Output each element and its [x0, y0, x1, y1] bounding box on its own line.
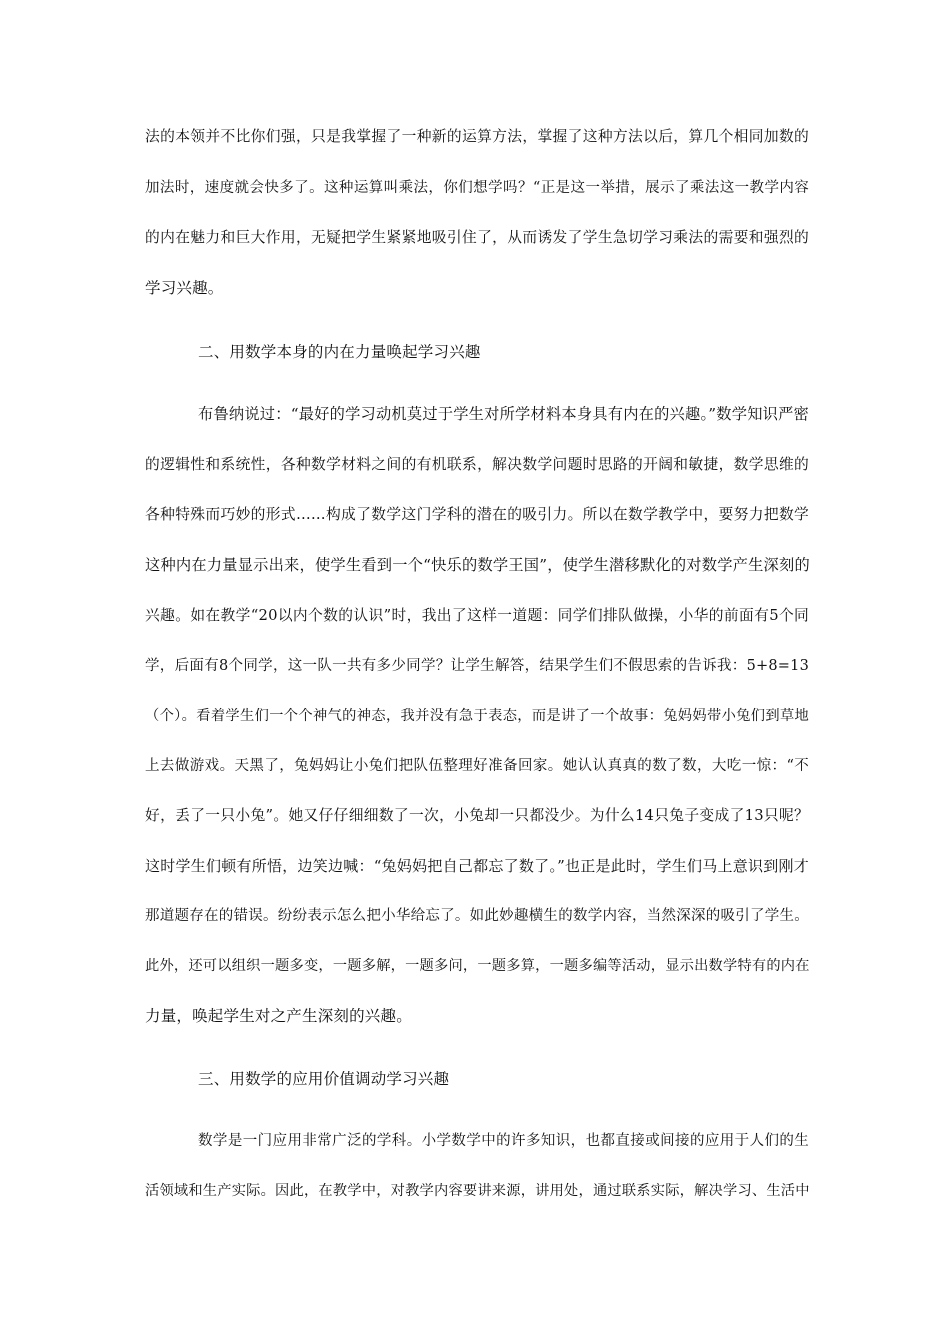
- paragraph-2-line-8: 上去做游戏。天黑了，兔妈妈让小兔们把队伍整理好准备回家。她认认真真的数了数，大吃一惊：“不: [145, 758, 809, 774]
- paragraph-1-line-3: 的内在魅力和巨大作用，无疑把学生紧紧地吸引住了，从而诱发了学生急切学习乘法的需要和强烈的: [145, 229, 809, 246]
- paragraph-2-line-4: 这种内在力量显示出来，使学生看到一个“快乐的数学王国”，使学生潜移默化的对数学产生深刻的: [145, 556, 810, 574]
- paragraph-2-line-2: 的逻辑性和系统性，各种数学材料之间的有机联系，解决数学问题时思路的开阔和敏捷，数学思维的: [145, 456, 809, 473]
- paragraph-1-line-1: 法的本领并不比你们强，只是我掌握了一种新的运算方法，掌握了这种方法以后，算几个相同加数的: [145, 128, 809, 145]
- paragraph-2-line-11: 那道题存在的错误。纷纷表示怎么把小华给忘了。如此妙趣横生的数学内容，当然深深的吸引了学生。: [145, 908, 809, 924]
- paragraph-2-line-3: 各种特殊而巧妙的形式……构成了数学这门学科的潜在的吸引力。所以在数学教学中，要努力把数学: [145, 506, 809, 523]
- paragraph-2-line-1: 布鲁纳说过：“最好的学习动机莫过于学生对所学材料本身具有内在的兴趣。”数学知识严密: [198, 405, 809, 423]
- paragraph-3-line-1: 数学是一门应用非常广泛的学科。小学数学中的许多知识，也都直接或间接的应用于人们的生: [198, 1133, 809, 1149]
- paragraph-3-line-2: 活领域和生产实际。因此，在教学中，对教学内容要讲来源，讲用处，通过联系实际，解决学习、生活中: [145, 1183, 810, 1199]
- paragraph-2-line-10: 这时学生们顿有所悟，边笑边喊：“兔妈妈把自己都忘了数了。”也正是此时，学生们马上意识到刚才: [145, 857, 809, 875]
- paragraph-2-line-13: 力量，唤起学生对之产生深刻的兴趣。: [145, 1007, 412, 1025]
- paragraph-2-line-7: （个）。看着学生们一个个神气的神态，我并没有急于表态，而是讲了一个故事：兔妈妈带小兔们到草地: [145, 708, 809, 724]
- paragraph-2-line-5: 兴趣。如在教学“20以内个数的认识”时，我出了这样一道题：同学们排队做操，小华的前面有5个同: [145, 607, 809, 624]
- section-heading-3: 三、用数学的应用价值调动学习兴趣: [198, 1070, 450, 1088]
- paragraph-2-line-9: 好，丢了一只小兔”。她又仔仔细细数了一次，小兔却一只都没少。为什么14只兔子变成了13只呢？: [145, 807, 809, 824]
- paragraph-1-line-2: 加法时，速度就会快多了。这种运算叫乘法，你们想学吗？“正是这一举措，展示了乘法这一教学内容: [145, 180, 809, 196]
- paragraph-2-line-6: 学，后面有8个同学，这一队一共有多少同学？让学生解答，结果学生们不假思索的告诉我：5+8=13: [145, 658, 809, 674]
- paragraph-2-line-12: 此外，还可以组织一题多变，一题多解，一题多问，一题多算，一题多编等活动，显示出数学特有的内在: [145, 958, 810, 974]
- paragraph-1-line-4: 学习兴趣。: [145, 279, 224, 297]
- section-heading-2: 二、用数学本身的内在力量唤起学习兴趣: [198, 343, 481, 361]
